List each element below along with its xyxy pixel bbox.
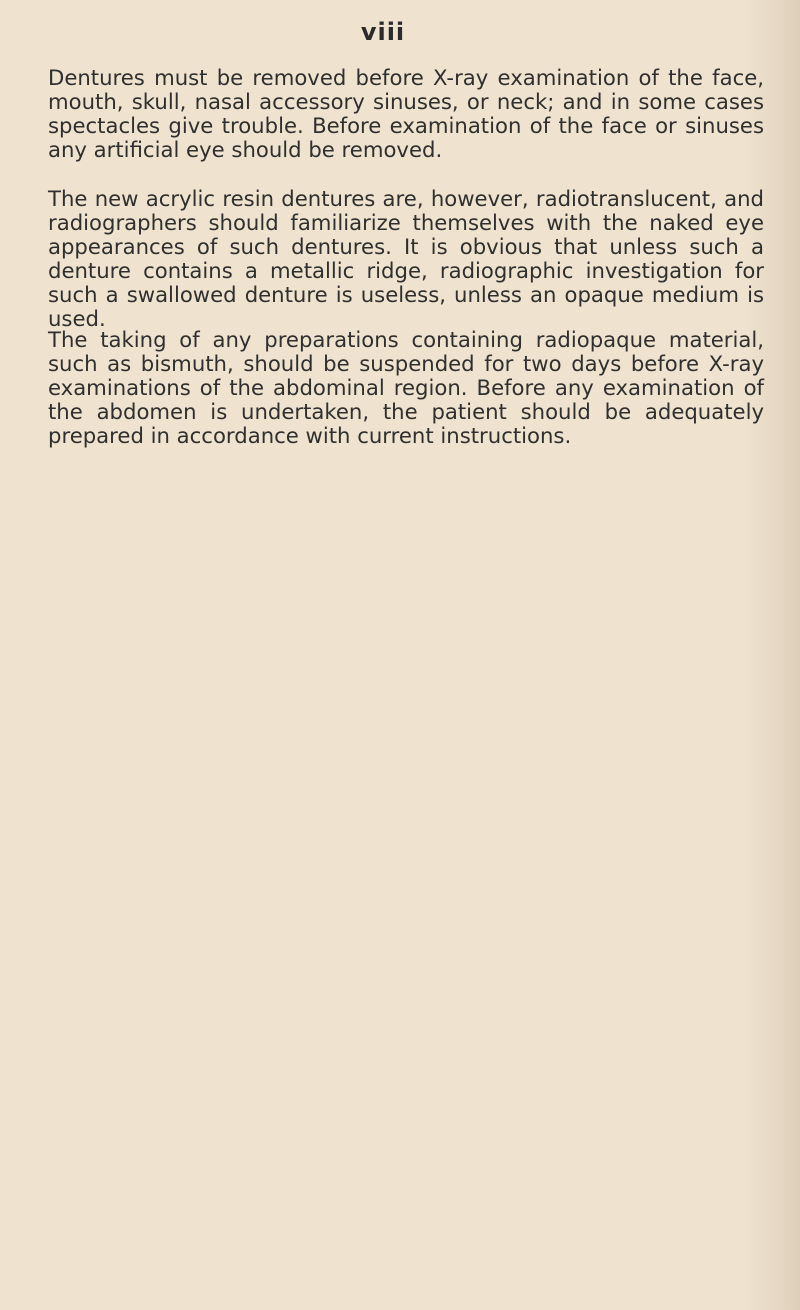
paragraph-acrylic-dentures: The new acrylic resin dentures are, however, radiotranslucent, and radiographers should familiarize themselves with the naked eye appearances of such dentures. It is obvious that unless such a denture contains a metallic ridge, radiographic investigation for such a swallowed denture is useless, unless an opaque medium is used. <box>48 186 764 331</box>
paragraph-radiopaque-preparations: The taking of any preparations containing radiopaque material, such as bismuth, should be suspended for two days before X-ray examinations of the abdominal region. Before any examination of the abdomen is undertaken, the patient should be adequately prepared in accordance with current instructions. <box>48 327 764 448</box>
page-number: viii <box>360 18 406 46</box>
paragraph-dentures-removal: Dentures must be removed before X-ray examination of the face, mouth, skull, nasal accessory sinuses, or neck; and in some cases spectacles give trouble. Before examination of the face or sinuses any artificial eye should be removed. <box>48 65 764 162</box>
